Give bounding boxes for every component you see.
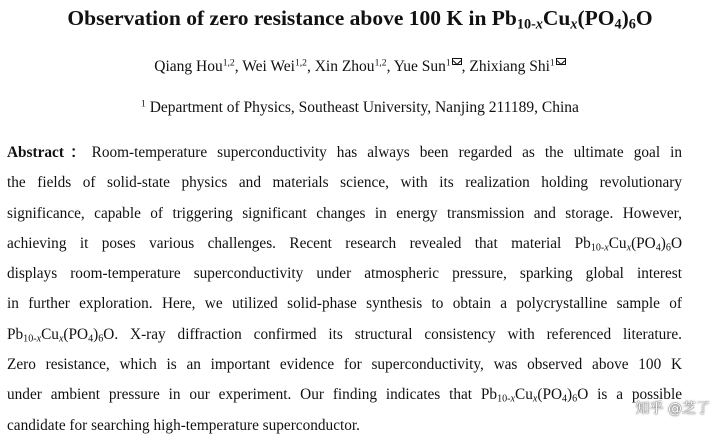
author: Yue Sun$^1$ [394, 58, 462, 75]
abstract-line: under ambient pressure in our experiment. Our finding indicates that $Pb_{10-x}Cu_x(PO_4)_6O$ is a possible [7, 386, 682, 405]
affiliation: $^1$ Department of Physics, Southeast University, Nanjing 211189, China [141, 98, 579, 116]
envelope-icon [556, 58, 566, 65]
abstract-line: $Pb_{10-x}Cu_x(PO_4)_6O$. X-ray diffraction confirmed its structural consistency with referenced literature. [7, 325, 682, 345]
abstract-line: displays room-temperature superconductivity under atmospheric pressure, sparking global interest [7, 265, 682, 283]
author: Qiang Hou$^{1,2}$ [154, 57, 235, 75]
author-list: Qiang Hou$^{1,2}$, Wei Wei$^{1,2}$, Xin Zhou$^{1,2}$, Yue Sun$^1$ , Zhixiang Shi$^1$ [0, 58, 720, 76]
formula: $Pb_{10-x}Cu_x(PO_4)_6O$ [574, 234, 682, 254]
envelope-icon [452, 58, 462, 65]
author: Xin Zhou$^{1,2}$ [314, 57, 387, 75]
abstract-label: Abstract [7, 144, 64, 161]
abstract-line: significance, capable of triggering significant changes in energy transmission and storage. However, [7, 204, 682, 222]
abstract-line: Zero resistance, which is an important evidence for superconductivity, was observed above 100 K [7, 356, 682, 374]
abstract [7, 138, 682, 441]
abstract-line: candidate for searching high-temperature superconductor. [7, 416, 360, 434]
abstract-line: in further exploration. Here, we utilized solid-phase synthesis to obtain a polycrystalline sample of [7, 295, 682, 313]
paper-title: Observation of zero resistance above 100 K in $Pb_{10-x}Cu_x(PO_4)_6O$ [67, 6, 653, 33]
author: Wei Wei$^{1,2}$ [242, 57, 307, 75]
abstract-line: Abstract：Room-temperature superconductivity has always been regarded as the ultimate goal in [7, 144, 682, 161]
abstract-line: the fields of solid-state physics and materials science, with its realization holding revolutionary [7, 174, 682, 192]
abstract-line: achieving it poses various challenges. Recent research revealed that material $Pb_{10-x}Cu_x(PO_4)_6O$ [7, 234, 682, 254]
formula: $Pb_{10-x}Cu_x(PO_4)_6O$ [7, 325, 115, 345]
watermark: 知乎 @芝了 [635, 401, 710, 417]
author: Zhixiang Shi$^1$ [469, 58, 565, 75]
formula: $Pb_{10-x}Cu_x(PO_4)_6O$ [480, 386, 589, 405]
